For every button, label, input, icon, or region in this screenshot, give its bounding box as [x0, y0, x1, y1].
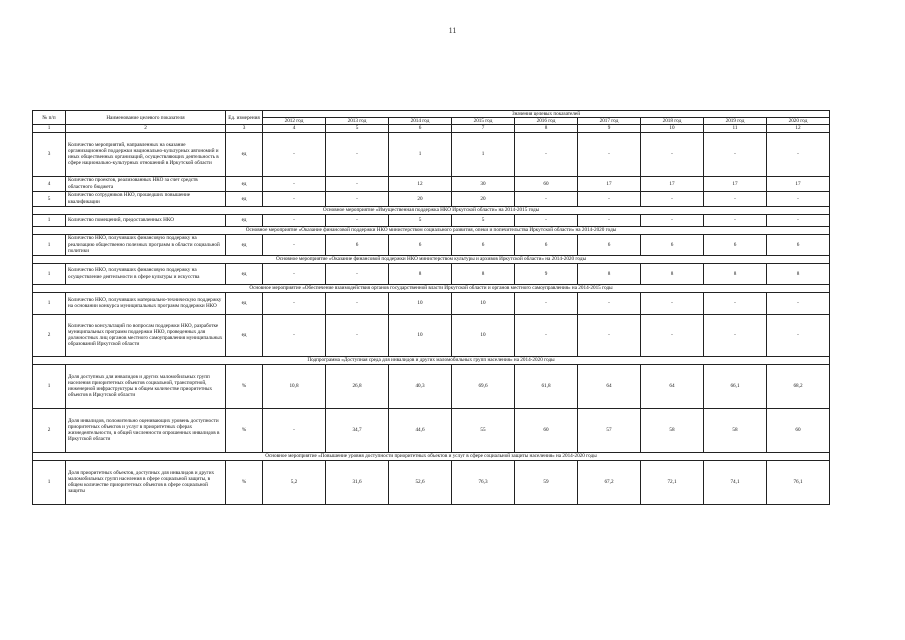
table-body: [33, 132, 830, 504]
value-cell: -: [326, 263, 389, 284]
column-number: 3: [226, 125, 263, 132]
value-cell: 61,8: [515, 364, 578, 408]
value-cell: 44,6: [389, 408, 452, 452]
value-cell: 20: [389, 191, 452, 206]
value-cell: 12: [389, 176, 452, 191]
unit-cell: %: [226, 364, 263, 408]
table-row: [33, 191, 830, 206]
unit-cell: ед: [226, 234, 263, 255]
value-cell: 17: [704, 176, 767, 191]
value-cell: 76,3: [452, 460, 515, 504]
indicator-name: Количество НКО, получивших финансовую поддержку на осуществление деятельности в сфере культуры и искусства: [66, 263, 226, 284]
value-cell: -: [641, 132, 704, 176]
value-cell: 60: [515, 176, 578, 191]
value-cell: 6: [515, 234, 578, 255]
value-cell: -: [767, 214, 830, 226]
row-number: 1: [33, 234, 66, 255]
value-cell: 60: [515, 408, 578, 452]
row-number: 2: [33, 314, 66, 356]
unit-cell: %: [226, 460, 263, 504]
value-cell: -: [515, 132, 578, 176]
header-year: 2016 год: [515, 118, 578, 125]
unit-cell: %: [226, 408, 263, 452]
indicator-name: Доля доступных для инвалидов и других маломобильных групп населения приоритетных объектов социальной, транспортной, инженерной инфраструктуры в общем количестве приоритетных объектов в Иркутской области: [66, 364, 226, 408]
value-cell: -: [767, 292, 830, 314]
value-cell: 66,1: [704, 364, 767, 408]
value-cell: 59: [515, 460, 578, 504]
indicator-name: Количество НКО, получивших материально-техническую поддержку на основании конкурса муниципальных программ поддержки НКО: [66, 292, 226, 314]
column-number: 12: [767, 125, 830, 132]
value-cell: -: [515, 292, 578, 314]
value-cell: -: [326, 132, 389, 176]
value-cell: -: [704, 191, 767, 206]
value-cell: -: [578, 191, 641, 206]
value-cell: 6: [704, 234, 767, 255]
unit-cell: ед: [226, 292, 263, 314]
value-cell: 5: [452, 214, 515, 226]
column-number: 5: [326, 125, 389, 132]
value-cell: -: [704, 132, 767, 176]
column-number: 4: [263, 125, 326, 132]
value-cell: 8: [389, 263, 452, 284]
value-cell: 6: [452, 234, 515, 255]
header-year: 2017 год: [578, 118, 641, 125]
header-year: 2020 год: [767, 118, 830, 125]
value-cell: 6: [326, 234, 389, 255]
row-number: 4: [33, 176, 66, 191]
value-cell: 40,3: [389, 364, 452, 408]
value-cell: -: [704, 214, 767, 226]
unit-cell: ед: [226, 214, 263, 226]
header-name: Наименование целевого показателя: [66, 111, 226, 125]
value-cell: 10: [389, 292, 452, 314]
section-header-row: [33, 255, 830, 263]
row-number: 1: [33, 292, 66, 314]
value-cell: 8: [641, 263, 704, 284]
value-cell: -: [263, 234, 326, 255]
row-number: 1: [33, 460, 66, 504]
value-cell: 26,8: [326, 364, 389, 408]
table-header: [33, 111, 830, 133]
section-title: Основное мероприятие «Повышение уровня доступности приоритетных объектов и услуг в сфере социальной защиты населения» на 2014-2020 годы: [33, 452, 830, 460]
unit-cell: ед: [226, 263, 263, 284]
indicator-name: Доля инвалидов, положительно оценивающих уровень доступности приоритетных объектов и услуг в приоритетных сферах жизнедеятельности, в общей численности опрошенных инвалидов в Иркутской области: [66, 408, 226, 452]
value-cell: 17: [641, 176, 704, 191]
column-number: 7: [452, 125, 515, 132]
header-year: 2013 год: [326, 118, 389, 125]
value-cell: -: [263, 314, 326, 356]
value-cell: -: [515, 314, 578, 356]
value-cell: 69,6: [452, 364, 515, 408]
header-unit: Ед. измерения: [226, 111, 263, 125]
value-cell: 55: [452, 408, 515, 452]
row-number: 3: [33, 132, 66, 176]
row-number: 1: [33, 214, 66, 226]
table-row: [33, 292, 830, 314]
section-title: Основное мероприятие «Оказание финансовой поддержки НКО министерством культуры и архивов Иркутской области» на 2014-2020 годы: [33, 255, 830, 263]
column-number: 8: [515, 125, 578, 132]
table-row: [33, 314, 830, 356]
value-cell: -: [767, 314, 830, 356]
value-cell: 57: [578, 408, 641, 452]
value-cell: -: [263, 263, 326, 284]
value-cell: -: [641, 292, 704, 314]
page-number: 11: [448, 26, 457, 35]
value-cell: 64: [578, 364, 641, 408]
value-cell: 6: [767, 234, 830, 255]
unit-cell: ед: [226, 176, 263, 191]
value-cell: 6: [578, 234, 641, 255]
section-title: Основное мероприятие «Имущественная поддержка НКО Иркутской области» на 2014-2015 годы: [33, 206, 830, 214]
table-row: [33, 234, 830, 255]
unit-cell: ед: [226, 314, 263, 356]
value-cell: 17: [578, 176, 641, 191]
value-cell: -: [641, 191, 704, 206]
indicator-name: Количество НКО, получивших финансовую поддержку на реализацию общественно полезных программ в области социальной политики: [66, 234, 226, 255]
value-cell: -: [704, 292, 767, 314]
value-cell: -: [641, 314, 704, 356]
row-number: 1: [33, 364, 66, 408]
indicator-name: Доля приоритетных объектов, доступных для инвалидов и других маломобильных групп населения в сфере социальной защиты, в общем количестве приоритетных объектов в сфере социальной защиты: [66, 460, 226, 504]
value-cell: 9: [515, 263, 578, 284]
indicator-name: Количество помещений, предоставленных НКО: [66, 214, 226, 226]
section-title: Основное мероприятие «Оказание финансовой поддержки НКО министерством социального развития, опеки и попечительства Иркутской области» на 2014-2020 годы: [33, 226, 830, 234]
value-cell: -: [263, 191, 326, 206]
unit-cell: ед: [226, 132, 263, 176]
value-cell: -: [326, 214, 389, 226]
indicator-name: Количество мероприятий, направленных на оказание организационной поддержки национально-культурных автономий и иных общественных организаций, осуществляющих деятельность в сфере национально-культурных отношений в Иркутской области: [66, 132, 226, 176]
value-cell: -: [767, 132, 830, 176]
header-year: 2019 год: [704, 118, 767, 125]
value-cell: 68,2: [767, 364, 830, 408]
value-cell: 10: [389, 314, 452, 356]
value-cell: 10: [452, 292, 515, 314]
value-cell: -: [263, 292, 326, 314]
value-cell: 76,1: [767, 460, 830, 504]
header-values: Значения целевых показателей: [263, 111, 830, 118]
header-year: 2012 год: [263, 118, 326, 125]
table-row: [33, 214, 830, 226]
value-cell: -: [326, 292, 389, 314]
value-cell: 10,8: [263, 364, 326, 408]
value-cell: 1: [389, 132, 452, 176]
value-cell: -: [578, 292, 641, 314]
value-cell: 64: [641, 364, 704, 408]
table-row: [33, 263, 830, 284]
value-cell: -: [641, 214, 704, 226]
row-number: 2: [33, 408, 66, 452]
value-cell: 6: [389, 234, 452, 255]
value-cell: 52,6: [389, 460, 452, 504]
value-cell: 58: [641, 408, 704, 452]
value-cell: 60: [767, 408, 830, 452]
row-number: 5: [33, 191, 66, 206]
value-cell: 17: [767, 176, 830, 191]
value-cell: -: [263, 176, 326, 191]
row-number: 1: [33, 263, 66, 284]
column-number: 1: [33, 125, 66, 132]
unit-cell: ед: [226, 191, 263, 206]
column-number: 6: [389, 125, 452, 132]
column-number: 11: [704, 125, 767, 132]
value-cell: 1: [452, 132, 515, 176]
value-cell: -: [578, 314, 641, 356]
value-cell: -: [578, 132, 641, 176]
value-cell: 67,2: [578, 460, 641, 504]
value-cell: -: [515, 214, 578, 226]
indicator-name: Количество сотрудников НКО, прошедших повышение квалификации: [66, 191, 226, 206]
value-cell: -: [326, 314, 389, 356]
value-cell: -: [578, 214, 641, 226]
table-row: [33, 176, 830, 191]
value-cell: 8: [767, 263, 830, 284]
value-cell: -: [515, 191, 578, 206]
section-header-row: [33, 206, 830, 214]
header-year: 2018 год: [641, 118, 704, 125]
value-cell: 74,1: [704, 460, 767, 504]
header-year: 2015 год: [452, 118, 515, 125]
value-cell: -: [767, 191, 830, 206]
value-cell: 20: [452, 191, 515, 206]
value-cell: 58: [704, 408, 767, 452]
table-row: [33, 460, 830, 504]
value-cell: 10: [452, 314, 515, 356]
value-cell: -: [263, 408, 326, 452]
indicators-table-wrapper: [32, 110, 829, 505]
table-row: [33, 408, 830, 452]
value-cell: 8: [704, 263, 767, 284]
value-cell: 5: [389, 214, 452, 226]
header-num: № п/п: [33, 111, 66, 125]
indicators-table: [32, 110, 830, 505]
value-cell: 6: [641, 234, 704, 255]
section-header-row: [33, 356, 830, 364]
value-cell: -: [326, 191, 389, 206]
column-number: 9: [578, 125, 641, 132]
value-cell: 30: [452, 176, 515, 191]
column-number: 2: [66, 125, 226, 132]
section-title: Подпрограмма «Доступная среда для инвалидов и других маломобильных групп населения» на 2014-2020 годы: [33, 356, 830, 364]
value-cell: 8: [452, 263, 515, 284]
indicator-name: Количество консультаций по вопросам поддержки НКО, разработке муниципальных программ поддержки НКО, проведенных для должностных лиц органов местного самоуправления муниципальных образований Иркутской области: [66, 314, 226, 356]
value-cell: 34,7: [326, 408, 389, 452]
indicator-name: Количество проектов, реализованных НКО за счет средств областного бюджета: [66, 176, 226, 191]
table-row: [33, 132, 830, 176]
value-cell: -: [263, 214, 326, 226]
value-cell: 31,6: [326, 460, 389, 504]
value-cell: -: [704, 314, 767, 356]
section-title: Основное мероприятие «Обеспечение взаимодействия органов государственной власти Иркутской области и органов местного самоуправления» на 2014-2015 годы: [33, 284, 830, 292]
header-year: 2014 год: [389, 118, 452, 125]
column-number: 10: [641, 125, 704, 132]
section-header-row: [33, 284, 830, 292]
section-header-row: [33, 226, 830, 234]
value-cell: -: [263, 132, 326, 176]
value-cell: 8: [578, 263, 641, 284]
value-cell: 5,2: [263, 460, 326, 504]
table-row: [33, 364, 830, 408]
value-cell: -: [326, 176, 389, 191]
value-cell: 72,1: [641, 460, 704, 504]
section-header-row: [33, 452, 830, 460]
